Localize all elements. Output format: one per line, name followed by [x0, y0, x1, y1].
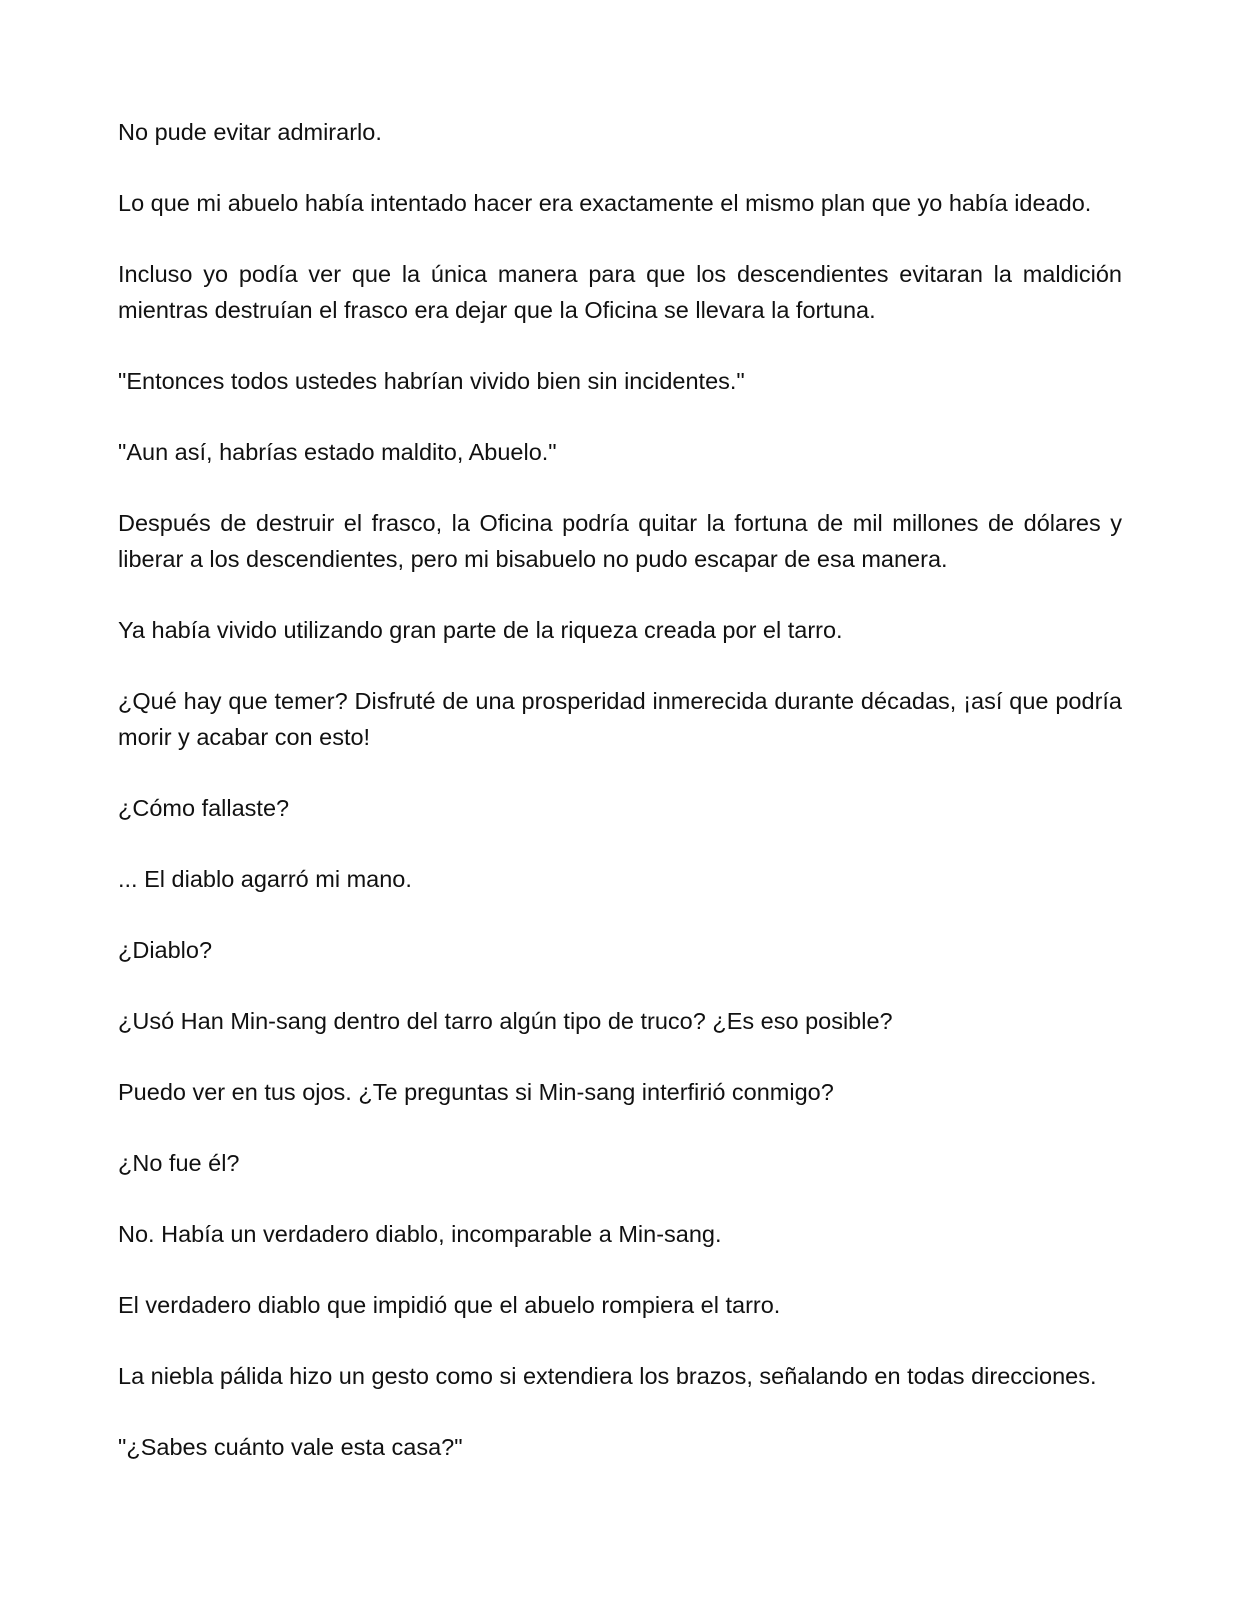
paragraph: "Aun así, habrías estado maldito, Abuelo.": [118, 439, 557, 465]
paragraph: Ya había vivido utilizando gran parte de la riqueza creada por el tarro.: [118, 617, 843, 643]
document-page: [118, 114, 1122, 1500]
paragraph: ¿No fue él?: [118, 1150, 240, 1176]
paragraph: ... El diablo agarró mi mano.: [118, 866, 412, 892]
paragraph: No pude evitar admirarlo.: [118, 119, 382, 145]
paragraph: ¿Usó Han Min-sang dentro del tarro algún tipo de truco? ¿Es eso posible?: [118, 1008, 893, 1034]
paragraph: Después de destruir el frasco, la Oficina podría quitar la fortuna de mil millones de dólares y liberar a los descendientes, pero mi bisabuelo no pudo escapar de esa manera.: [118, 510, 1122, 572]
paragraph: Lo que mi abuelo había intentado hacer era exactamente el mismo plan que yo había ideado.: [118, 190, 1092, 216]
paragraph: "¿Sabes cuánto vale esta casa?": [118, 1434, 463, 1460]
paragraph: La niebla pálida hizo un gesto como si extendiera los brazos, señalando en todas direcciones.: [118, 1363, 1097, 1389]
paragraph: Incluso yo podía ver que la única manera para que los descendientes evitaran la maldición mientras destruían el frasco era dejar que la Oficina se llevara la fortuna.: [118, 261, 1122, 323]
paragraph: "Entonces todos ustedes habrían vivido bien sin incidentes.": [118, 368, 745, 394]
paragraph: ¿Qué hay que temer? Disfruté de una prosperidad inmerecida durante décadas, ¡así que podría morir y acabar con esto!: [118, 688, 1122, 750]
paragraph: Puedo ver en tus ojos. ¿Te preguntas si Min-sang interfirió conmigo?: [118, 1079, 834, 1105]
paragraph: ¿Cómo fallaste?: [118, 795, 290, 821]
paragraph: No. Había un verdadero diablo, incomparable a Min-sang.: [118, 1221, 722, 1247]
paragraph: ¿Diablo?: [118, 937, 213, 963]
paragraph: El verdadero diablo que impidió que el abuelo rompiera el tarro.: [118, 1292, 781, 1318]
